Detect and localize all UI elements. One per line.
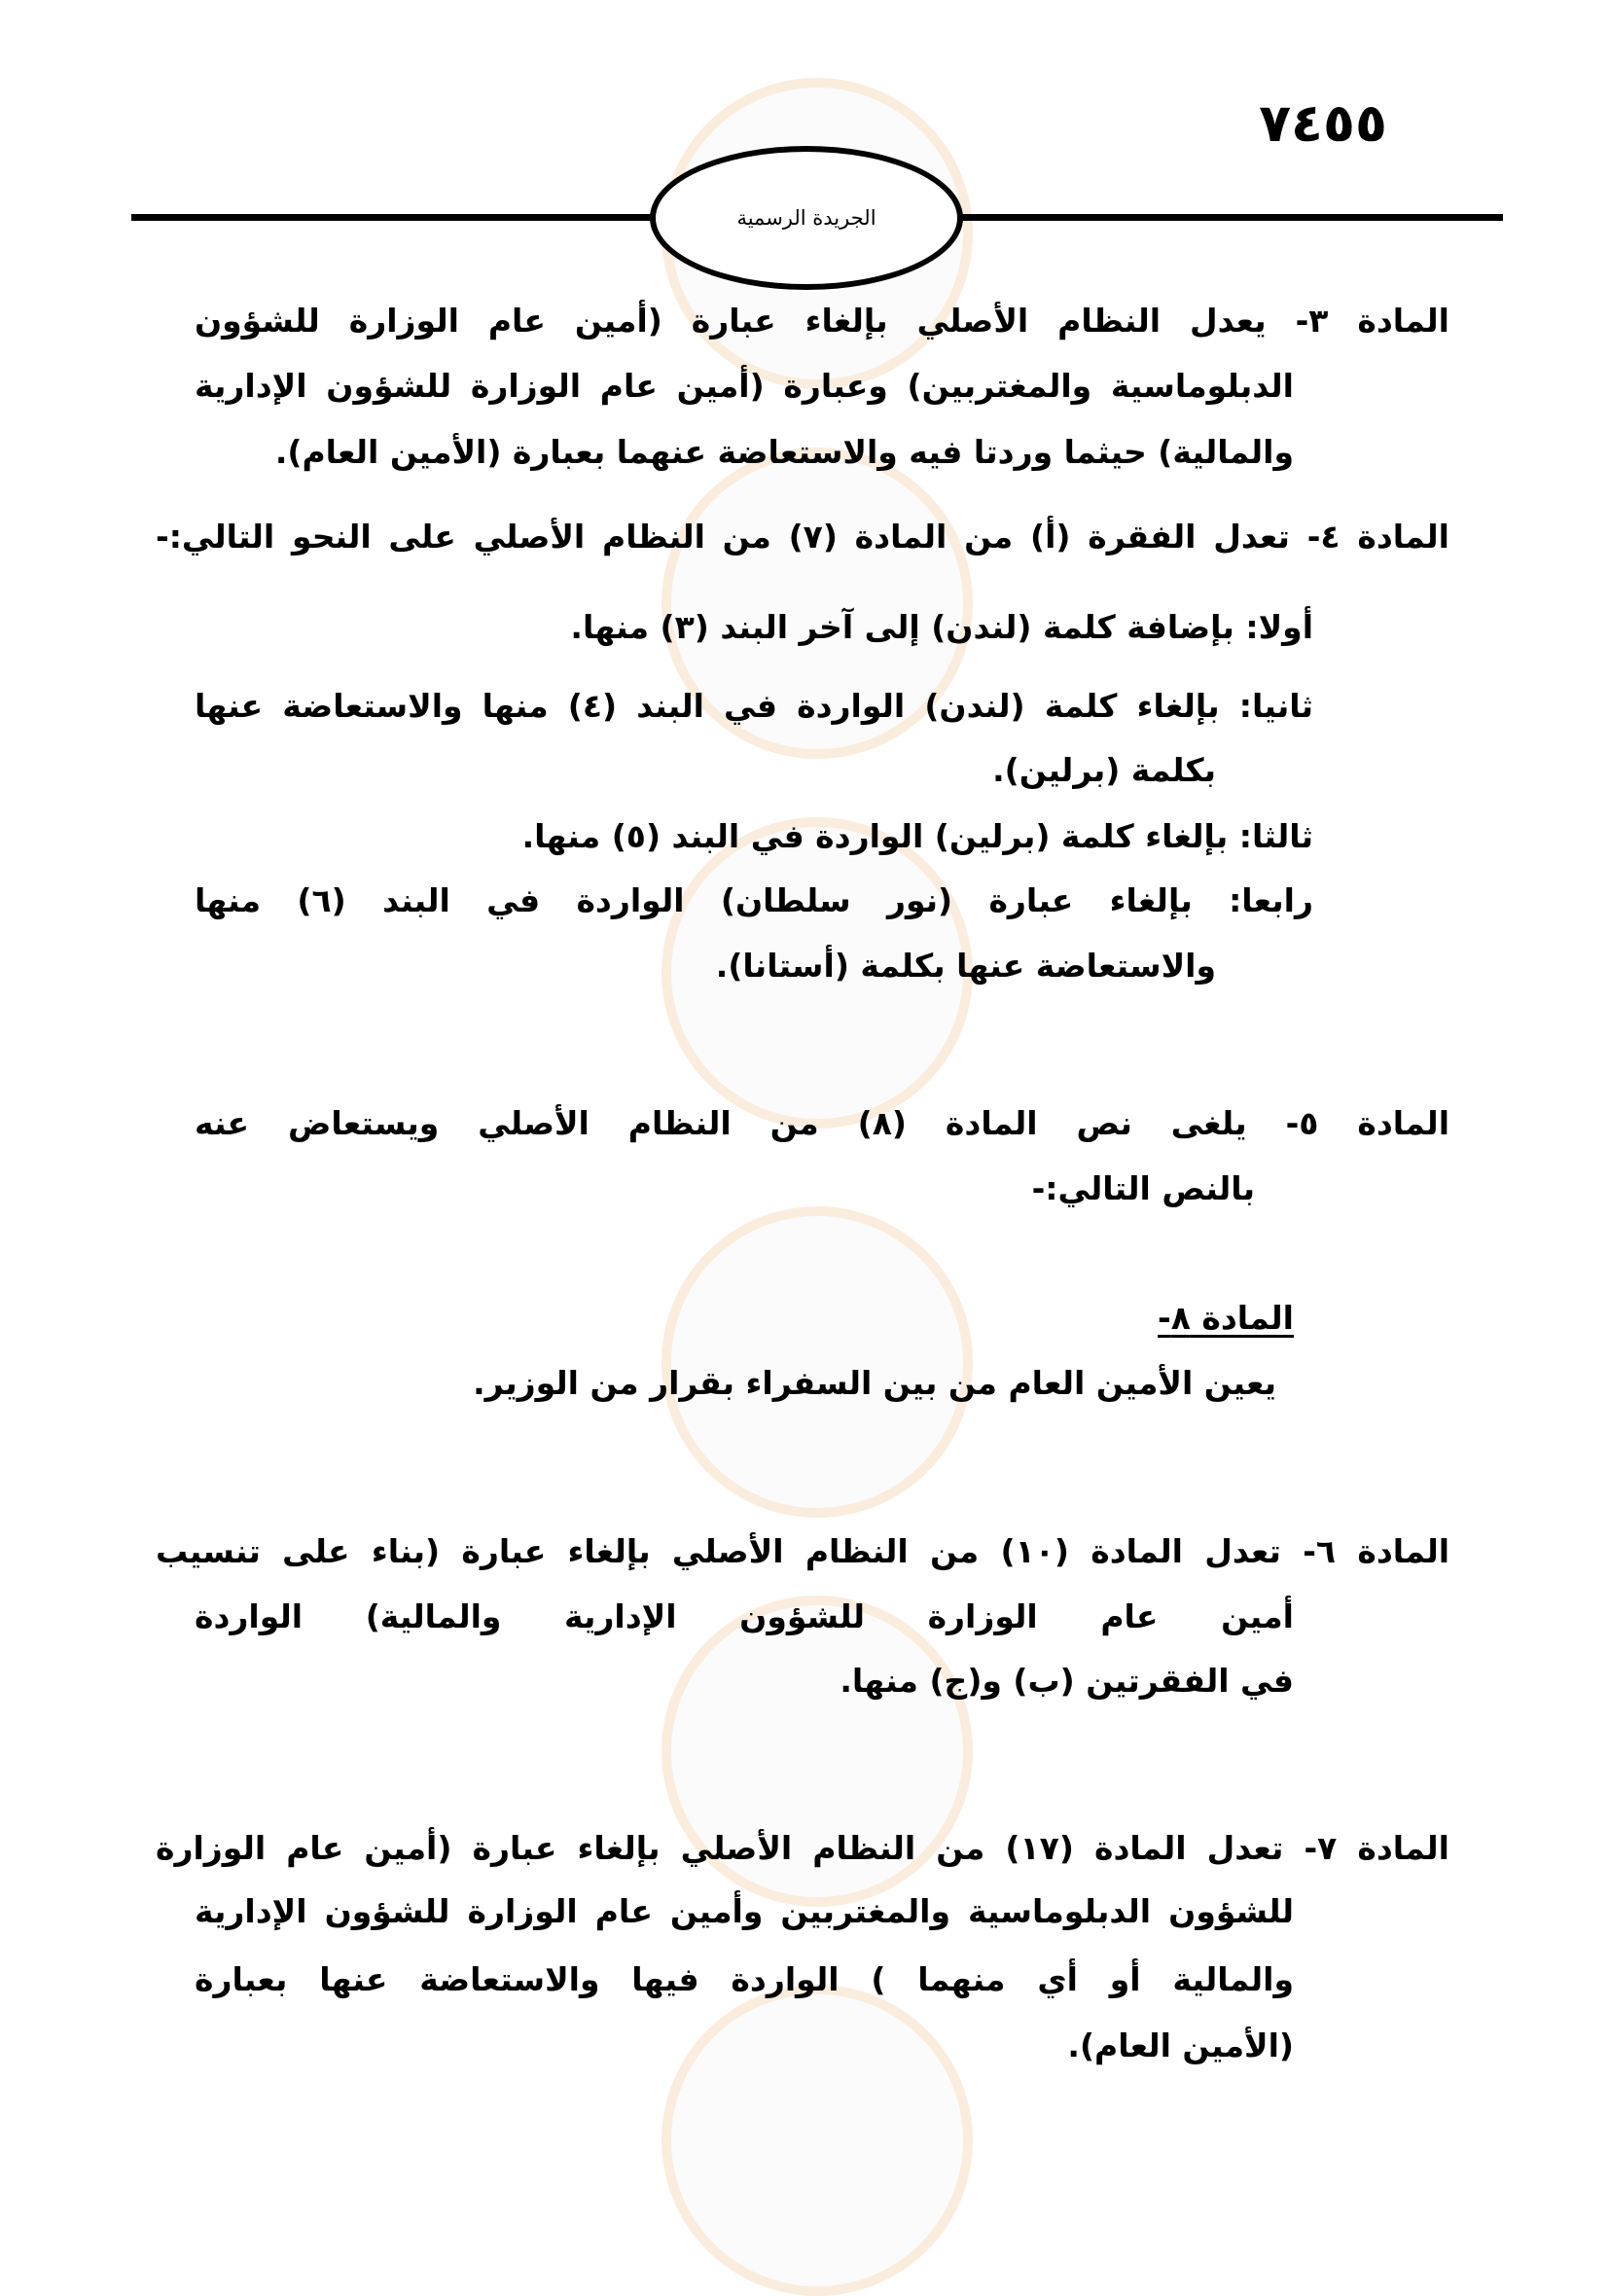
article-3-line: والمالية) حيثما وردتا فيه والاستعاضة عنهما بعبارة (الأمين العام). [274, 433, 1294, 471]
gazette-title: الجريدة الرسمية [736, 206, 876, 230]
page-number: ٧٤٥٥ [1259, 92, 1387, 154]
article-3-line: المادة ٣- يعدل النظام الأصلي بإلغاء عبارة (أمين عام الوزارة للشؤون [195, 302, 1449, 340]
article-6-line: المادة ٦- تعدل المادة (١٠) من النظام الأصلي بإلغاء عبارة (بناء على تنسيب [156, 1532, 1450, 1570]
article-4-item: أولا: بإضافة كلمة (لندن) إلى آخر البند (٣) منها. [570, 608, 1313, 646]
article-5-line: المادة ٥- يلغى نص المادة (٨) من النظام الأصلي ويستعاض عنه [195, 1104, 1450, 1142]
gazette-title-oval [650, 146, 963, 290]
article-4-line: المادة ٤- تعدل الفقرة (أ) من المادة (٧) من النظام الأصلي على النحو التالي:- [156, 518, 1449, 556]
article-7-line: المادة ٧- تعدل المادة (١٧) من النظام الأصلي بإلغاء عبارة (أمين عام الوزارة [156, 1829, 1449, 1867]
article-7-line: للشؤون الدبلوماسية والمغتربين وأمين عام الوزارة للشؤون الإدارية [195, 1892, 1294, 1930]
article-7-line: والمالية أو أي منهما ) الواردة فيها والاستعاضة عنها بعبارة [195, 1960, 1294, 1998]
article-6-line: في الفقرتين (ب) و(ج) منها. [840, 1662, 1294, 1700]
article-7-line: (الأمين العام). [1067, 2027, 1294, 2064]
article-4-item: ثانيا: بإلغاء كلمة (لندن) الواردة في البند (٤) منها والاستعاضة عنها [195, 687, 1313, 725]
article-8-text: يعين الأمين العام من بين السفراء بقرار من الوزير. [473, 1364, 1276, 1402]
article-4-item: والاستعاضة عنها بكلمة (أستانا). [715, 947, 1216, 985]
article-6-line: أمين عام الوزارة للشؤون الإدارية والمالية) الواردة [195, 1597, 1294, 1635]
article-4-item: رابعا: بإلغاء عبارة (نور سلطان) الواردة في البند (٦) منها [195, 881, 1313, 919]
article-5-line: بالنص التالي:- [1031, 1169, 1255, 1207]
article-4-item: بكلمة (برلين). [992, 751, 1216, 789]
watermark-clock [661, 1985, 973, 2296]
article-8-heading: المادة ٨- [1158, 1299, 1294, 1337]
article-3-line: الدبلوماسية والمغتربين) وعبارة (أمين عام الوزارة للشؤون الإدارية [195, 367, 1294, 405]
article-4-item: ثالثا: بإلغاء كلمة (برلين) الواردة في البند (٥) منها. [521, 817, 1313, 855]
